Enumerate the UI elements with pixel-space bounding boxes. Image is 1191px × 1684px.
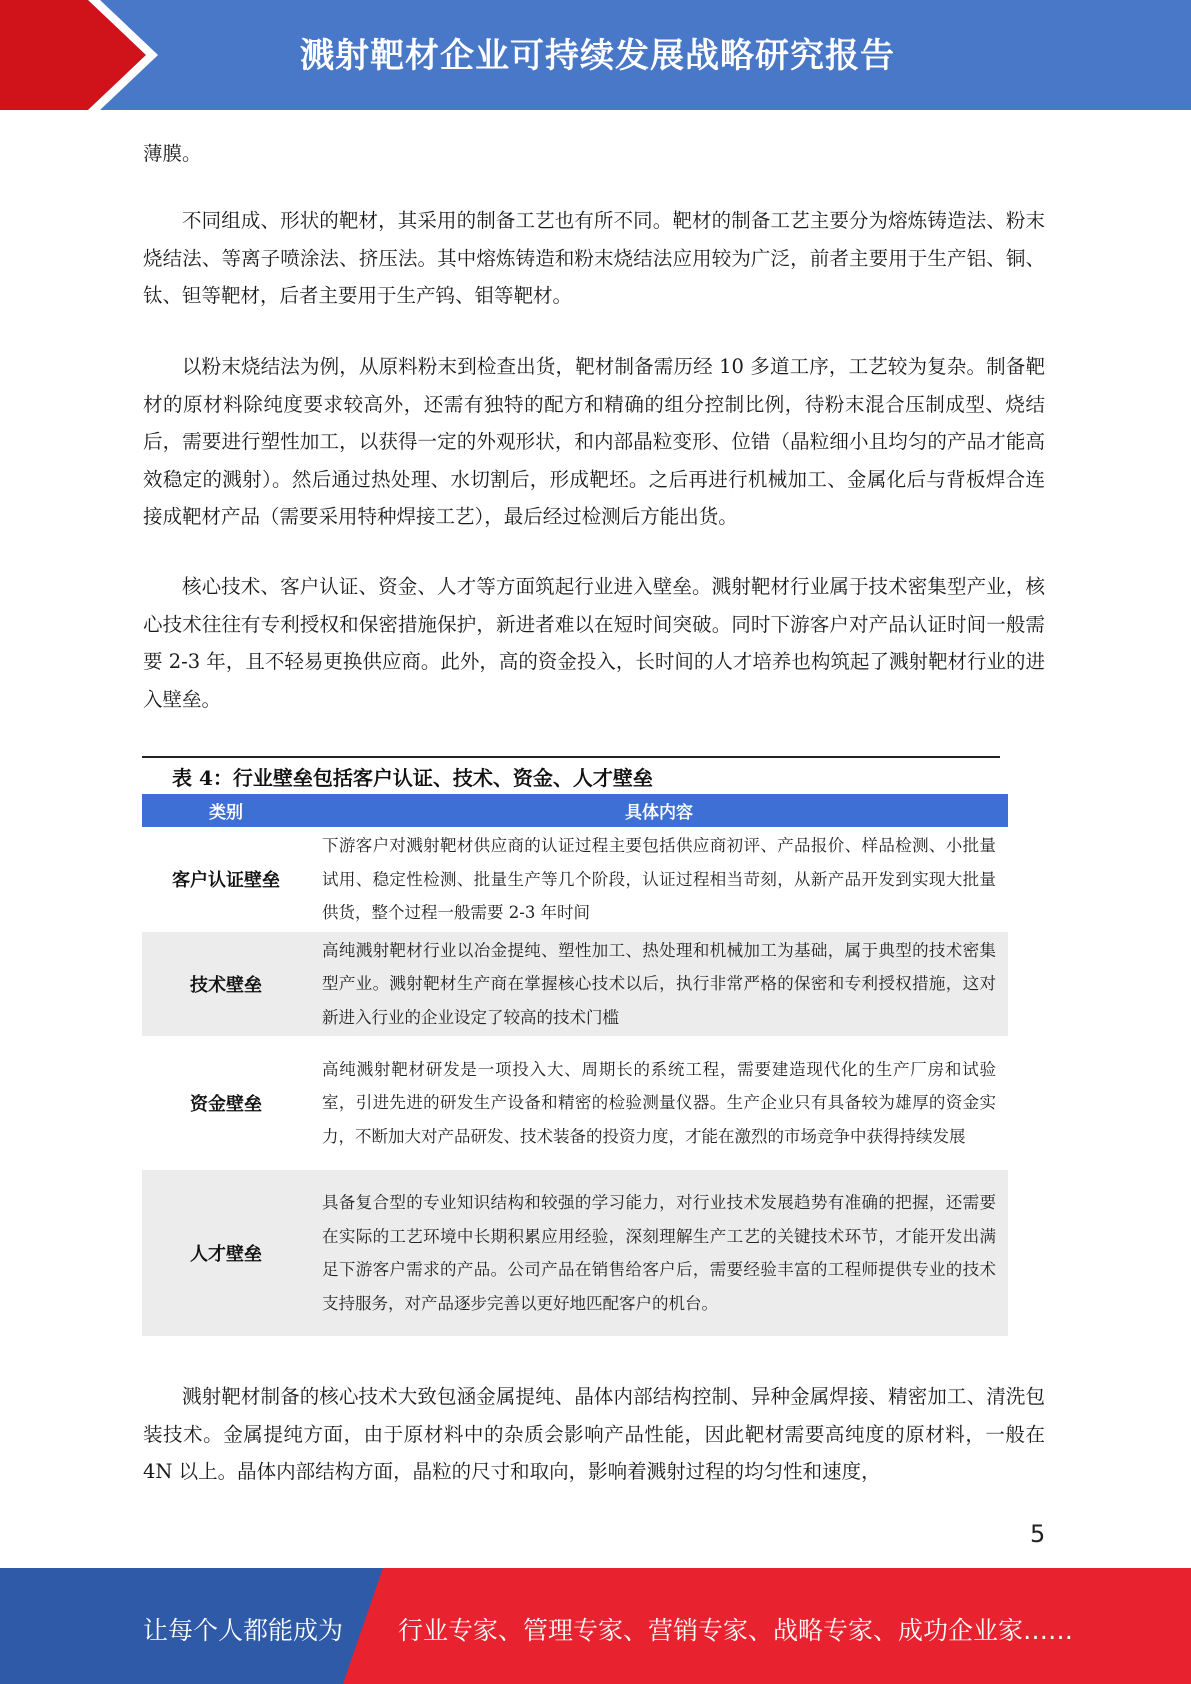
table-row xyxy=(142,1170,1008,1336)
paragraph-powder-sintering: 以粉末烧结法为例，从原料粉末到检查出货，靶材制备需历经 10 多道工序，工艺较为复杂。制备靶材的原材料除纯度要求较高外，还需有独特的配方和精确的组分控制比例，待粉末混合压制成型、烧结后，需要进行塑性加工，以获得一定的外观形状，和内部晶粒变形、位错（晶粒细小且均匀的产品才能高效稳定的溅射）。然后通过热处理、水切割后，形成靶坯。之后再进行机械加工、金属化后与背板焊合连接成靶材产品（需要采用特种焊接工艺），最后经过检测后方能出货。 xyxy=(143,355,1045,528)
paragraph-preparation-process: 不同组成、形状的靶材，其采用的制备工艺也有所不同。靶材的制备工艺主要分为熔炼铸造法、粉末烧结法、等离子喷涂法、挤压法。其中熔炼铸造和粉末烧结法应用较为广泛，前者主要用于生产铝、铜、钛、钽等靶材，后者主要用于生产钨、钼等靶材。 xyxy=(143,209,1045,307)
page-header xyxy=(0,0,1191,110)
page-number: 5 xyxy=(1030,1520,1046,1548)
row-content: 下游客户对溅射靶材供应商的认证过程主要包括供应商初评、产品报价、样品检测、小批量试用、稳定性检测、批量生产等几个阶段，认证过程相当苛刻，从新产品开发到实现大批量供货，整个过程一般需要 2-3 年时间 xyxy=(322,836,996,922)
paragraph-core-technology: 溅射靶材制备的核心技术大致包涵金属提纯、晶体内部结构控制、异种金属焊接、精密加工、清洗包装技术。金属提纯方面，由于原材料中的杂质会影响产品性能，因此靶材需要高纯度的原材料，一般在 4N 以上。晶体内部结构方面，晶粒的尺寸和取向，影响着溅射过程的均匀性和速度， xyxy=(143,1385,1045,1483)
header-category: 类别 xyxy=(142,794,310,827)
table-row xyxy=(142,827,1008,932)
row-category: 人才壁垒 xyxy=(142,1170,310,1336)
table-header-row xyxy=(142,794,1008,827)
row-category: 资金壁垒 xyxy=(190,1094,262,1115)
paragraph-continuation: 薄膜。 xyxy=(143,142,202,165)
table-top-rule xyxy=(142,756,1000,758)
table-caption: 表 4：行业壁垒包括客户认证、技术、资金、人才壁垒 xyxy=(172,766,653,790)
footer-slogan-right: 行业专家、管理专家、营销专家、战略专家、成功企业家…… xyxy=(398,1616,1074,1645)
report-title: 溅射靶材企业可持续发展战略研究报告 xyxy=(300,36,895,76)
footer-slogan-left: 让每个人都能成为 xyxy=(143,1616,344,1645)
row-category: 技术壁垒 xyxy=(142,932,310,1037)
table-row xyxy=(142,932,1008,1037)
row-content: 高纯溅射靶材行业以冶金提纯、塑性加工、热处理和机械加工为基础，属于典型的技术密集型产业。溅射靶材生产商在掌握核心技术以后，执行非常严格的保密和专利授权措施，这对新进入行业的企业设定了较高的技术门槛 xyxy=(310,932,1008,1037)
row-content: 高纯溅射靶材研发是一项投入大、周期长的系统工程，需要建造现代化的生产厂房和试验室，引进先进的研发生产设备和精密的检验测量仪器。生产企业只有具备较为雄厚的资金实力，不断加大对产品研发、技术装备的投资力度，才能在激烈的市场竞争中获得持续发展 xyxy=(322,1059,996,1146)
row-content: 具备复合型的专业知识结构和较强的学习能力，对行业技术发展趋势有准确的把握，还需要在实际的工艺环境中长期积累应用经验，深刻理解生产工艺的关键技术环节，才能开发出满足下游客户需求的产品。公司产品在销售给客户后，需要经验丰富的工程师提供专业的技术支持服务，对产品逐步完善以更好地匹配客户的机台。 xyxy=(310,1170,1008,1336)
row-category: 客户认证壁垒 xyxy=(172,870,280,892)
paragraph-entry-barriers: 核心技术、客户认证、资金、人才等方面筑起行业进入壁垒。溅射靶材行业属于技术密集型产业，核心技术往往有专利授权和保密措施保护，新进者难以在短时间突破。同时下游客户对产品认证时间一般需要 2-3 年，且不轻易更换供应商。此外，高的资金投入，长时间的人才培养也构筑起了溅射靶材行业的进入壁垒。 xyxy=(143,575,1045,711)
page-footer xyxy=(0,1568,1191,1684)
table-row xyxy=(142,1036,1008,1170)
barrier-table xyxy=(142,794,1008,1336)
header-content: 具体内容 xyxy=(310,794,1008,827)
